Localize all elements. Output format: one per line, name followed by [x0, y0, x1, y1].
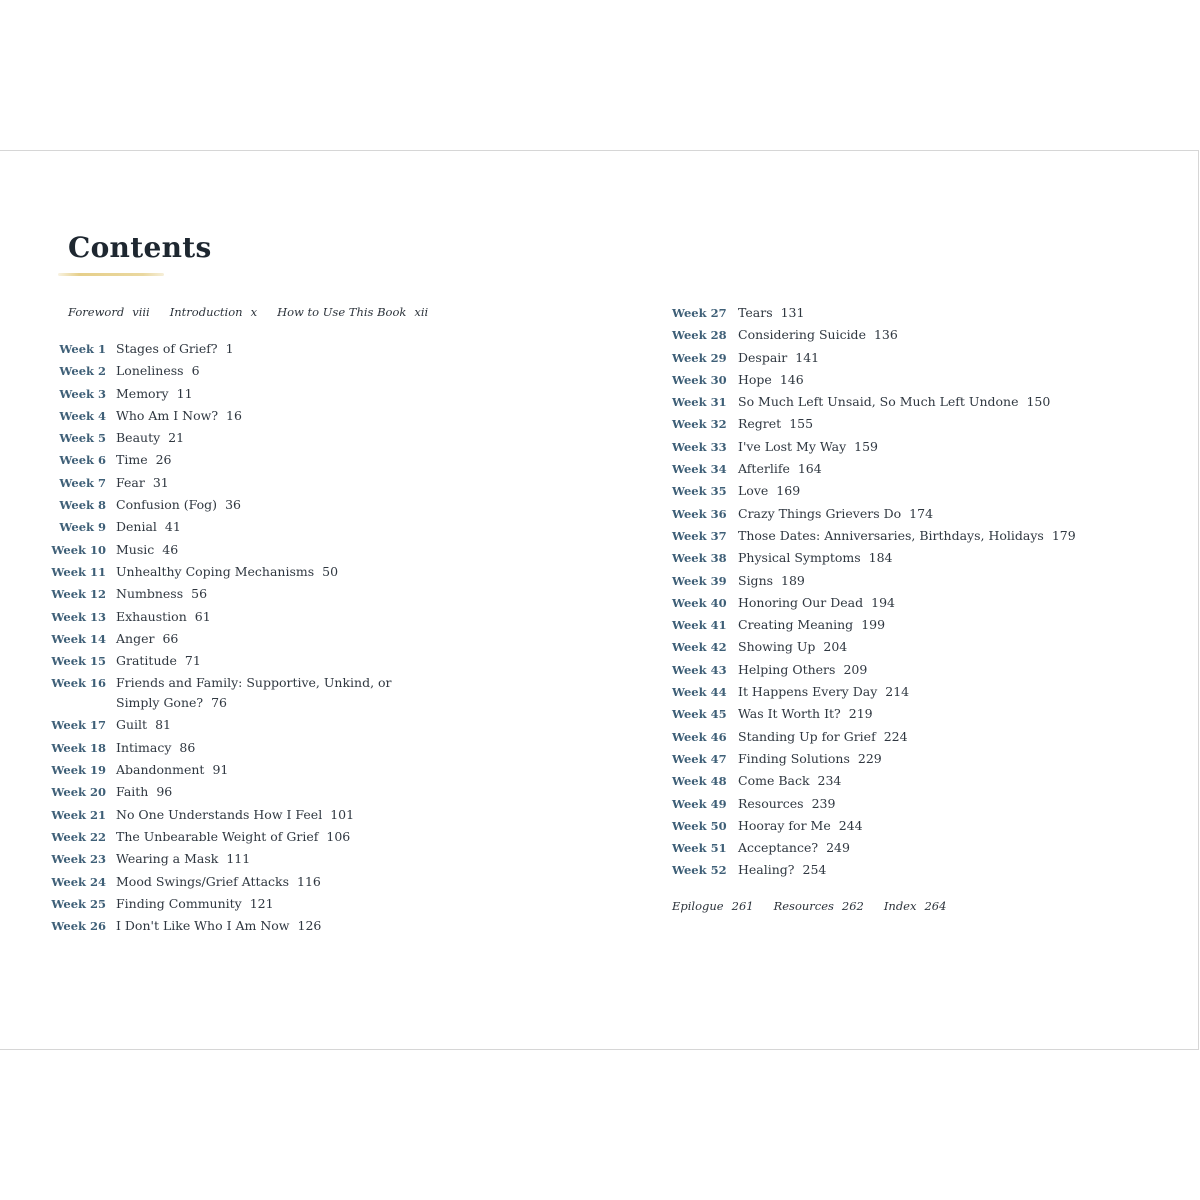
- week-number: Week 4: [59, 408, 106, 423]
- chapter-title-wrapper: [116, 584, 396, 604]
- toc-entry[interactable]: [672, 548, 1158, 570]
- page-number: 254: [802, 862, 827, 878]
- toc-entry[interactable]: [672, 370, 1158, 392]
- chapter-title-wrapper: [738, 727, 1158, 747]
- week-number: Week 12: [51, 587, 106, 602]
- week-number: Week 15: [51, 654, 106, 669]
- chapter-title-wrapper: [738, 437, 1158, 457]
- toc-entry[interactable]: [672, 481, 1158, 503]
- week-number: Week 26: [51, 919, 106, 934]
- toc-entry[interactable]: [672, 414, 1158, 436]
- page-number: 199: [861, 617, 886, 633]
- toc-entry[interactable]: [0, 715, 396, 737]
- toc-entry[interactable]: [0, 894, 396, 916]
- toc-entry[interactable]: [672, 593, 1158, 615]
- page-number: 194: [871, 594, 895, 610]
- toc-entry[interactable]: [672, 682, 1158, 704]
- front-matter-entry[interactable]: [68, 305, 150, 319]
- toc-entry[interactable]: [0, 738, 396, 760]
- week-number: Week 50: [672, 818, 727, 833]
- page-number: 174: [909, 505, 934, 521]
- page-number: 229: [857, 750, 882, 766]
- week-number: Week 43: [672, 662, 727, 677]
- page-number: 50: [322, 563, 339, 579]
- chapter-title: The Unbearable Weight of Grief: [116, 828, 319, 844]
- toc-entry[interactable]: [672, 392, 1158, 414]
- week-number: Week 8: [59, 498, 106, 513]
- chapter-title-wrapper: [116, 872, 396, 892]
- page-number: 155: [789, 416, 814, 432]
- week-number: Week 20: [51, 785, 106, 800]
- page-number: 76: [211, 695, 228, 711]
- back-matter-page-number: 264: [924, 899, 947, 913]
- chapter-title: Exhaustion: [116, 608, 187, 624]
- chapter-title: Showing Up: [738, 639, 816, 655]
- back-matter-label: Index: [883, 899, 917, 913]
- page-number: 209: [843, 661, 868, 677]
- chapter-title-wrapper: [116, 361, 396, 381]
- page-number: 179: [1051, 527, 1076, 543]
- chapter-title-wrapper: [738, 571, 1158, 591]
- page-number: 116: [297, 873, 321, 889]
- chapter-title: No One Understands How I Feel: [116, 806, 323, 822]
- toc-entry[interactable]: [0, 827, 396, 849]
- chapter-title-wrapper: [116, 629, 396, 649]
- chapter-title-wrapper: [116, 715, 396, 735]
- page-number: 1: [225, 341, 234, 356]
- page-number: 41: [164, 519, 181, 535]
- chapter-title-wrapper: [116, 673, 396, 713]
- week-number: Week 5: [59, 431, 106, 446]
- page-number: 31: [152, 474, 169, 490]
- chapter-title: Mood Swings/Grief Attacks: [116, 873, 290, 889]
- title-underline: [58, 273, 164, 276]
- page-number: 249: [826, 840, 850, 856]
- back-matter-entry[interactable]: [884, 899, 947, 913]
- chapter-title: Numbness: [116, 586, 184, 602]
- chapter-title-wrapper: [738, 794, 1158, 814]
- back-matter-label: Epilogue: [672, 899, 724, 913]
- chapter-title-wrapper: [738, 504, 1158, 524]
- chapter-title-wrapper: [738, 348, 1158, 368]
- toc-entry[interactable]: [0, 782, 396, 804]
- chapter-title-wrapper: [738, 816, 1158, 836]
- chapter-title: Who Am I Now?: [116, 407, 219, 423]
- chapter-title-wrapper: [738, 370, 1158, 390]
- week-number: Week 11: [51, 564, 106, 579]
- week-number: Week 34: [672, 462, 727, 477]
- chapter-title: Standing Up for Grief: [738, 728, 876, 744]
- chapter-title-wrapper: [738, 704, 1158, 724]
- page-number: 96: [156, 784, 173, 800]
- week-number: Week 44: [672, 685, 727, 700]
- chapter-title: Signs: [738, 572, 774, 588]
- page-number: 46: [162, 541, 179, 557]
- week-number: Week 38: [672, 551, 727, 566]
- chapter-title-wrapper: [116, 428, 396, 448]
- chapter-title-wrapper: [116, 827, 396, 847]
- week-number: Week 25: [51, 896, 106, 911]
- front-matter-entry[interactable]: [277, 305, 428, 319]
- page-number: 136: [873, 327, 898, 343]
- chapter-title: Finding Community: [116, 895, 242, 911]
- chapter-title-wrapper: [738, 660, 1158, 680]
- chapter-title-wrapper: [738, 682, 1158, 702]
- toc-entry[interactable]: [0, 916, 396, 938]
- page-number: 234: [817, 773, 842, 789]
- page-number: 111: [226, 851, 251, 867]
- page-number: 141: [795, 349, 820, 365]
- week-number: Week 40: [672, 595, 727, 610]
- toc-entry[interactable]: [672, 704, 1158, 726]
- chapter-title: Gratitude: [116, 653, 177, 669]
- chapter-title: Healing?: [738, 862, 795, 878]
- week-number: Week 21: [51, 807, 106, 822]
- toc-entry[interactable]: [672, 325, 1158, 347]
- week-number: Week 23: [51, 852, 106, 867]
- page-number: 204: [823, 639, 848, 655]
- week-number: Week 49: [672, 796, 727, 811]
- chapter-title-wrapper: [738, 392, 1158, 412]
- toc-entry[interactable]: [0, 872, 396, 894]
- toc-entry[interactable]: [0, 849, 396, 871]
- week-number: Week 3: [59, 386, 106, 401]
- page-title: Contents: [68, 231, 212, 264]
- toc-entry[interactable]: [0, 673, 396, 715]
- week-number: Week 36: [672, 506, 727, 521]
- toc-entry[interactable]: [0, 473, 396, 495]
- chapter-title: Loneliness: [116, 363, 184, 379]
- week-number: Week 46: [672, 729, 727, 744]
- toc-entry[interactable]: [672, 816, 1158, 838]
- toc-entry[interactable]: [0, 428, 396, 450]
- chapter-title: Intimacy: [116, 739, 172, 755]
- chapter-title: Afterlife: [738, 461, 790, 477]
- week-number: Week 35: [672, 484, 727, 499]
- week-number: Week 52: [672, 863, 727, 878]
- page-number: 244: [838, 817, 863, 833]
- chapter-title-wrapper: [116, 339, 396, 359]
- page-number: 106: [326, 828, 351, 844]
- page-number: 224: [883, 728, 908, 744]
- toc-entry[interactable]: [672, 437, 1158, 459]
- toc-entry[interactable]: [672, 771, 1158, 793]
- chapter-title: Fear: [116, 474, 145, 490]
- chapter-title: Music: [116, 541, 155, 557]
- chapter-title-wrapper: [738, 548, 1158, 568]
- chapter-title-wrapper: [738, 481, 1158, 501]
- toc-entry[interactable]: [672, 794, 1158, 816]
- page-number: 81: [155, 717, 171, 733]
- front-matter-page-number: viii: [132, 305, 150, 319]
- page-number: 36: [225, 497, 241, 513]
- week-number: Week 6: [59, 453, 106, 468]
- back-matter-entry[interactable]: [774, 899, 864, 913]
- toc-entry[interactable]: [672, 571, 1158, 593]
- week-number: Week 22: [51, 829, 106, 844]
- chapter-title: Wearing a Mask: [116, 851, 219, 867]
- chapter-title-wrapper: [738, 325, 1158, 345]
- week-number: Week 13: [51, 609, 106, 624]
- toc-entry[interactable]: [0, 584, 396, 606]
- chapter-title-wrapper: [116, 849, 396, 869]
- toc-entry[interactable]: [672, 860, 1158, 882]
- chapter-title: Faith: [116, 784, 149, 800]
- chapter-title: Creating Meaning: [738, 617, 854, 633]
- back-matter-page-number: 261: [731, 899, 754, 913]
- week-number: Week 30: [672, 372, 727, 387]
- toc-entry[interactable]: [0, 651, 396, 673]
- chapter-title-wrapper: [738, 459, 1158, 479]
- front-matter-label: How to Use This Book: [277, 305, 407, 319]
- chapter-title: Memory: [116, 385, 169, 401]
- page-number: 121: [249, 895, 274, 911]
- page-number: 146: [779, 371, 804, 387]
- page-number: 184: [868, 550, 893, 566]
- week-number: Week 10: [51, 542, 106, 557]
- toc-column-left: [0, 339, 396, 938]
- chapter-title: Honoring Our Dead: [738, 594, 864, 610]
- chapter-title: Come Back: [738, 773, 810, 789]
- toc-entry[interactable]: [672, 459, 1158, 481]
- toc-entry[interactable]: [672, 838, 1158, 860]
- chapter-title-wrapper: [116, 495, 396, 515]
- toc-entry[interactable]: [0, 495, 396, 517]
- contents-page-spread: [0, 150, 1199, 1050]
- week-number: Week 39: [672, 573, 727, 588]
- chapter-title-wrapper: [116, 406, 396, 426]
- chapter-title: Resources: [738, 795, 804, 811]
- chapter-title-wrapper: [116, 450, 396, 470]
- chapter-title: Finding Solutions: [738, 750, 850, 766]
- chapter-title-wrapper: [116, 738, 396, 758]
- back-matter-entry[interactable]: [672, 899, 754, 913]
- chapter-title-wrapper: [116, 651, 396, 671]
- chapter-title-wrapper: [116, 916, 396, 936]
- chapter-title: Denial: [116, 519, 157, 535]
- chapter-title: Was It Worth It?: [738, 706, 841, 722]
- week-number: Week 51: [672, 841, 727, 856]
- toc-entry[interactable]: [0, 760, 396, 782]
- week-number: Week 32: [672, 417, 727, 432]
- toc-entry[interactable]: [672, 637, 1158, 659]
- chapter-title: Tears: [738, 305, 773, 320]
- toc-entry[interactable]: [0, 562, 396, 584]
- page-number: 71: [184, 653, 201, 669]
- chapter-title: It Happens Every Day: [738, 684, 878, 700]
- back-matter-label: Resources: [773, 899, 834, 913]
- chapter-title-wrapper: [116, 782, 396, 802]
- chapter-title-wrapper: [738, 749, 1158, 769]
- toc-entry[interactable]: [672, 660, 1158, 682]
- week-number: Week 19: [51, 763, 106, 778]
- chapter-title-wrapper: [738, 637, 1158, 657]
- page-number: 126: [297, 918, 322, 934]
- chapter-title: Considering Suicide: [738, 327, 866, 343]
- chapter-title: Abandonment: [116, 762, 205, 778]
- chapter-title: Crazy Things Grievers Do: [738, 505, 902, 521]
- chapter-title-wrapper: [116, 805, 396, 825]
- chapter-title-wrapper: [116, 760, 396, 780]
- chapter-title: Friends and Family: Supportive, Unkind, or Simply Gone?: [116, 675, 392, 711]
- chapter-title: Physical Symptoms: [738, 550, 861, 566]
- chapter-title: Hope: [738, 371, 772, 387]
- chapter-title-wrapper: [116, 473, 396, 493]
- toc-entry[interactable]: [672, 727, 1158, 749]
- chapter-title: Helping Others: [738, 661, 836, 677]
- week-number: Week 7: [59, 475, 106, 490]
- page-number: 150: [1026, 394, 1051, 410]
- toc-entry[interactable]: [0, 450, 396, 472]
- week-number: Week 31: [672, 395, 727, 410]
- chapter-title: So Much Left Unsaid, So Much Left Undone: [738, 394, 1019, 410]
- toc-entry[interactable]: [672, 348, 1158, 370]
- chapter-title-wrapper: [738, 771, 1158, 791]
- chapter-title: Time: [116, 452, 148, 468]
- page-number: 21: [168, 430, 185, 446]
- week-number: Week 47: [672, 751, 727, 766]
- week-number: Week 37: [672, 528, 727, 543]
- chapter-title-wrapper: [116, 562, 396, 582]
- week-number: Week 9: [59, 520, 106, 535]
- toc-entry[interactable]: [0, 384, 396, 406]
- chapter-title-wrapper: [116, 540, 396, 560]
- week-number: Week 2: [59, 364, 106, 379]
- chapter-title: Anger: [116, 630, 155, 646]
- toc-entry[interactable]: [0, 805, 396, 827]
- toc-entry[interactable]: [0, 629, 396, 651]
- page-number: 131: [780, 305, 805, 320]
- front-matter-label: Introduction: [169, 305, 243, 319]
- page-number: 164: [797, 461, 822, 477]
- page-number: 159: [854, 438, 879, 454]
- toc-entry[interactable]: [0, 607, 396, 629]
- toc-entry[interactable]: [0, 517, 396, 539]
- week-number: Week 28: [672, 328, 727, 343]
- page-number: 16: [226, 407, 242, 423]
- chapter-title: Hooray for Me: [738, 817, 831, 833]
- chapter-title-wrapper: [738, 303, 1158, 323]
- toc-entry[interactable]: [672, 749, 1158, 771]
- front-matter-page-number: x: [250, 305, 258, 319]
- chapter-title: Love: [738, 483, 769, 499]
- week-number: Week 45: [672, 707, 727, 722]
- week-number: Week 14: [51, 631, 106, 646]
- toc-entry[interactable]: [0, 361, 396, 383]
- toc-entry[interactable]: [672, 504, 1158, 526]
- chapter-title-wrapper: [738, 526, 1158, 546]
- chapter-title: Unhealthy Coping Mechanisms: [116, 563, 315, 579]
- week-number: Week 17: [51, 718, 106, 733]
- toc-entry[interactable]: [672, 303, 1158, 325]
- week-number: Week 24: [51, 874, 106, 889]
- chapter-title: Those Dates: Anniversaries, Birthdays, Holidays: [738, 527, 1044, 543]
- page-number: 86: [179, 739, 196, 755]
- week-number: Week 18: [51, 740, 106, 755]
- chapter-title-wrapper: [116, 894, 396, 914]
- chapter-title: Regret: [738, 416, 782, 432]
- week-number: Week 16: [51, 676, 106, 691]
- page-number: 11: [176, 385, 193, 401]
- chapter-title: Acceptance?: [738, 840, 819, 856]
- page-number: 189: [781, 572, 805, 588]
- toc-entry[interactable]: [672, 615, 1158, 637]
- front-matter-entry[interactable]: [170, 305, 257, 319]
- week-number: Week 29: [672, 350, 727, 365]
- chapter-title-wrapper: [738, 860, 1158, 880]
- page-number: 101: [330, 806, 355, 822]
- page-number: 26: [155, 452, 172, 468]
- toc-column-right: [672, 303, 1158, 883]
- chapter-title-wrapper: [738, 838, 1158, 858]
- back-matter-line: [672, 899, 966, 913]
- chapter-title: Confusion (Fog): [116, 497, 218, 513]
- toc-entry[interactable]: [672, 526, 1158, 548]
- week-number: Week 33: [672, 439, 727, 454]
- chapter-title: I Don't Like Who I Am Now: [116, 918, 290, 934]
- week-number: Week 48: [672, 774, 727, 789]
- week-number: Week 42: [672, 640, 727, 655]
- week-number: Week 1: [59, 342, 106, 356]
- page-number: 219: [848, 706, 873, 722]
- page-number: 239: [811, 795, 836, 811]
- chapter-title: I've Lost My Way: [738, 438, 847, 454]
- chapter-title-wrapper: [738, 615, 1158, 635]
- chapter-title: Stages of Grief?: [116, 341, 218, 356]
- week-number: Week 41: [672, 618, 727, 633]
- front-matter-line: [68, 305, 448, 319]
- page-number: 61: [194, 608, 211, 624]
- chapter-title: Despair: [738, 349, 788, 365]
- chapter-title-wrapper: [738, 593, 1158, 613]
- week-number: Week 27: [672, 306, 727, 320]
- page-number: 91: [212, 762, 229, 778]
- page-number: 169: [776, 483, 801, 499]
- chapter-title-wrapper: [116, 517, 396, 537]
- toc-entry[interactable]: [0, 540, 396, 562]
- chapter-title-wrapper: [116, 384, 396, 404]
- back-matter-page-number: 262: [841, 899, 864, 913]
- toc-entry[interactable]: [0, 406, 396, 428]
- toc-entry[interactable]: [0, 339, 396, 361]
- front-matter-label: Foreword: [68, 305, 125, 319]
- chapter-title: Beauty: [116, 430, 161, 446]
- chapter-title-wrapper: [116, 607, 396, 627]
- chapter-title-wrapper: [738, 414, 1158, 434]
- chapter-title: Guilt: [116, 717, 148, 733]
- page-number: 214: [885, 684, 910, 700]
- page-number: 6: [191, 363, 200, 379]
- front-matter-page-number: xii: [414, 305, 429, 319]
- page-number: 66: [162, 630, 179, 646]
- page-number: 56: [191, 586, 208, 602]
